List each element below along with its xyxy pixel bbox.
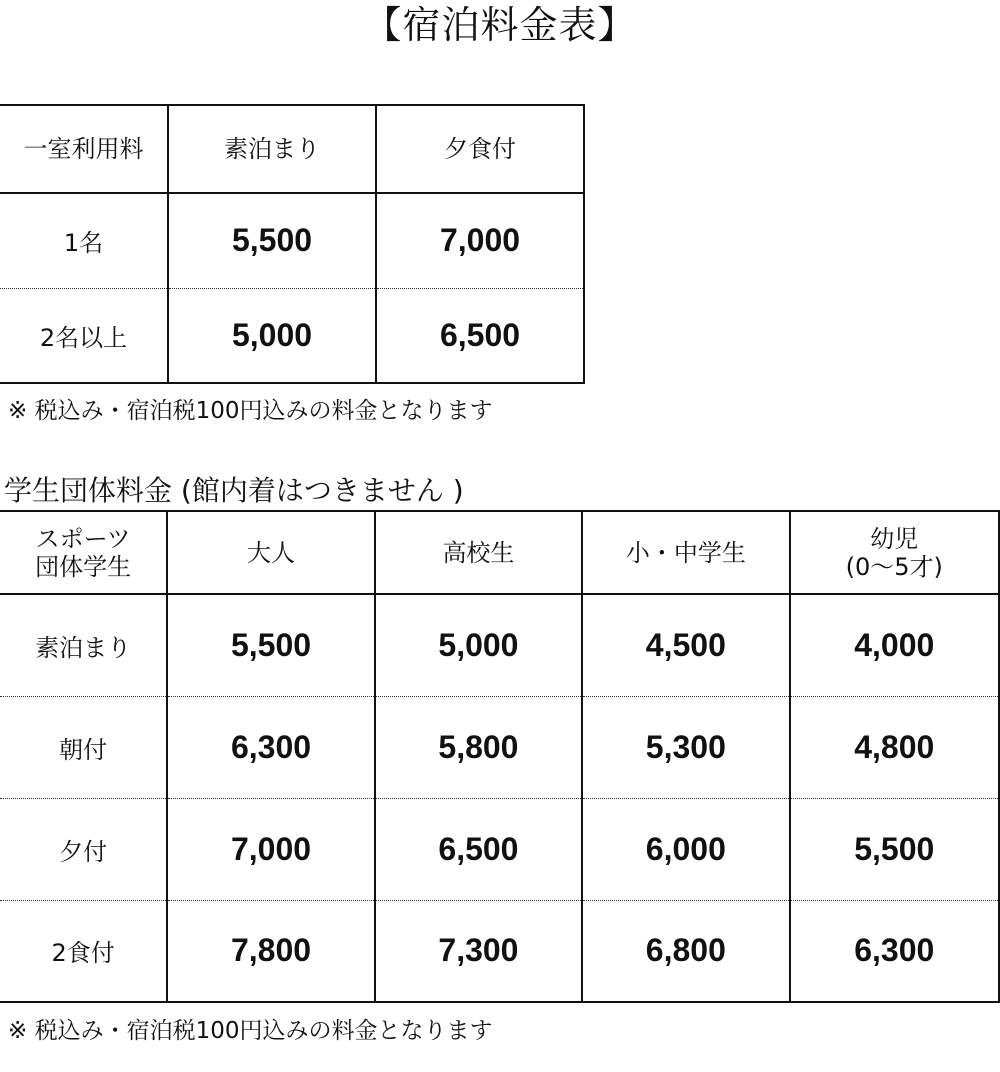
price-cell: 5,800: [375, 696, 582, 798]
price-cell: 7,000: [167, 798, 374, 900]
row-label: 素泊まり: [0, 594, 167, 696]
column-header-line: 幼児: [870, 524, 919, 553]
column-header-line: 高校生: [442, 538, 515, 567]
row-label: 2名以上: [0, 288, 168, 383]
price-cell: 5,500: [167, 594, 374, 696]
room-rate-header-cell: 夕食付: [376, 105, 584, 193]
column-header-line: 大人: [247, 538, 296, 567]
corner-header-line: 団体学生: [35, 552, 132, 581]
student-group-rate-table: [0, 510, 1000, 1003]
row-label: 2食付: [0, 900, 167, 1002]
tax-note: ※ 税込み・宿泊税100円込みの料金となります: [8, 1018, 493, 1044]
room-rate-table: [0, 104, 585, 384]
corner-header-line: スポーツ: [35, 524, 131, 553]
column-header-line: 小・中学生: [625, 538, 746, 567]
price-cell: 7,300: [375, 900, 582, 1002]
corner-header-cell: [0, 511, 167, 594]
table-row: [0, 798, 999, 900]
price-cell: 5,000: [375, 594, 582, 696]
price-cell: 4,800: [790, 696, 999, 798]
room-rate-header-cell: 一室利用料: [0, 105, 168, 193]
section-heading: 学生団体料金 (館内着はつきません ): [4, 474, 464, 507]
table-row: [0, 193, 584, 288]
price-cell: 6,500: [376, 288, 584, 383]
column-header-line: (0〜5才): [845, 552, 943, 581]
price-cell: 5,300: [582, 696, 789, 798]
room-rate-header-row: [0, 105, 584, 193]
table-row: [0, 900, 999, 1002]
student-rate-header-row: [0, 511, 999, 594]
column-header-cell: [790, 511, 999, 594]
table-row: [0, 594, 999, 696]
price-cell: 5,500: [790, 798, 999, 900]
price-cell: 6,000: [582, 798, 789, 900]
room-rate-header-cell: 素泊まり: [168, 105, 376, 193]
price-cell: 4,500: [582, 594, 789, 696]
table-row: [0, 696, 999, 798]
price-cell: 6,500: [375, 798, 582, 900]
tax-note: ※ 税込み・宿泊税100円込みの料金となります: [8, 398, 493, 424]
column-header-cell: [582, 511, 789, 594]
price-cell: 4,000: [790, 594, 999, 696]
price-cell: 5,500: [168, 193, 376, 288]
price-cell: 7,000: [376, 193, 584, 288]
page-title: 【宿泊料金表】: [363, 3, 637, 47]
price-cell: 6,300: [167, 696, 374, 798]
table-row: [0, 288, 584, 383]
row-label: 朝付: [0, 696, 167, 798]
row-label: 夕付: [0, 798, 167, 900]
price-cell: 5,000: [168, 288, 376, 383]
row-label: 1名: [0, 193, 168, 288]
column-header-cell: [375, 511, 582, 594]
price-cell: 6,300: [790, 900, 999, 1002]
price-cell: 6,800: [582, 900, 789, 1002]
column-header-cell: [167, 511, 374, 594]
price-cell: 7,800: [167, 900, 374, 1002]
